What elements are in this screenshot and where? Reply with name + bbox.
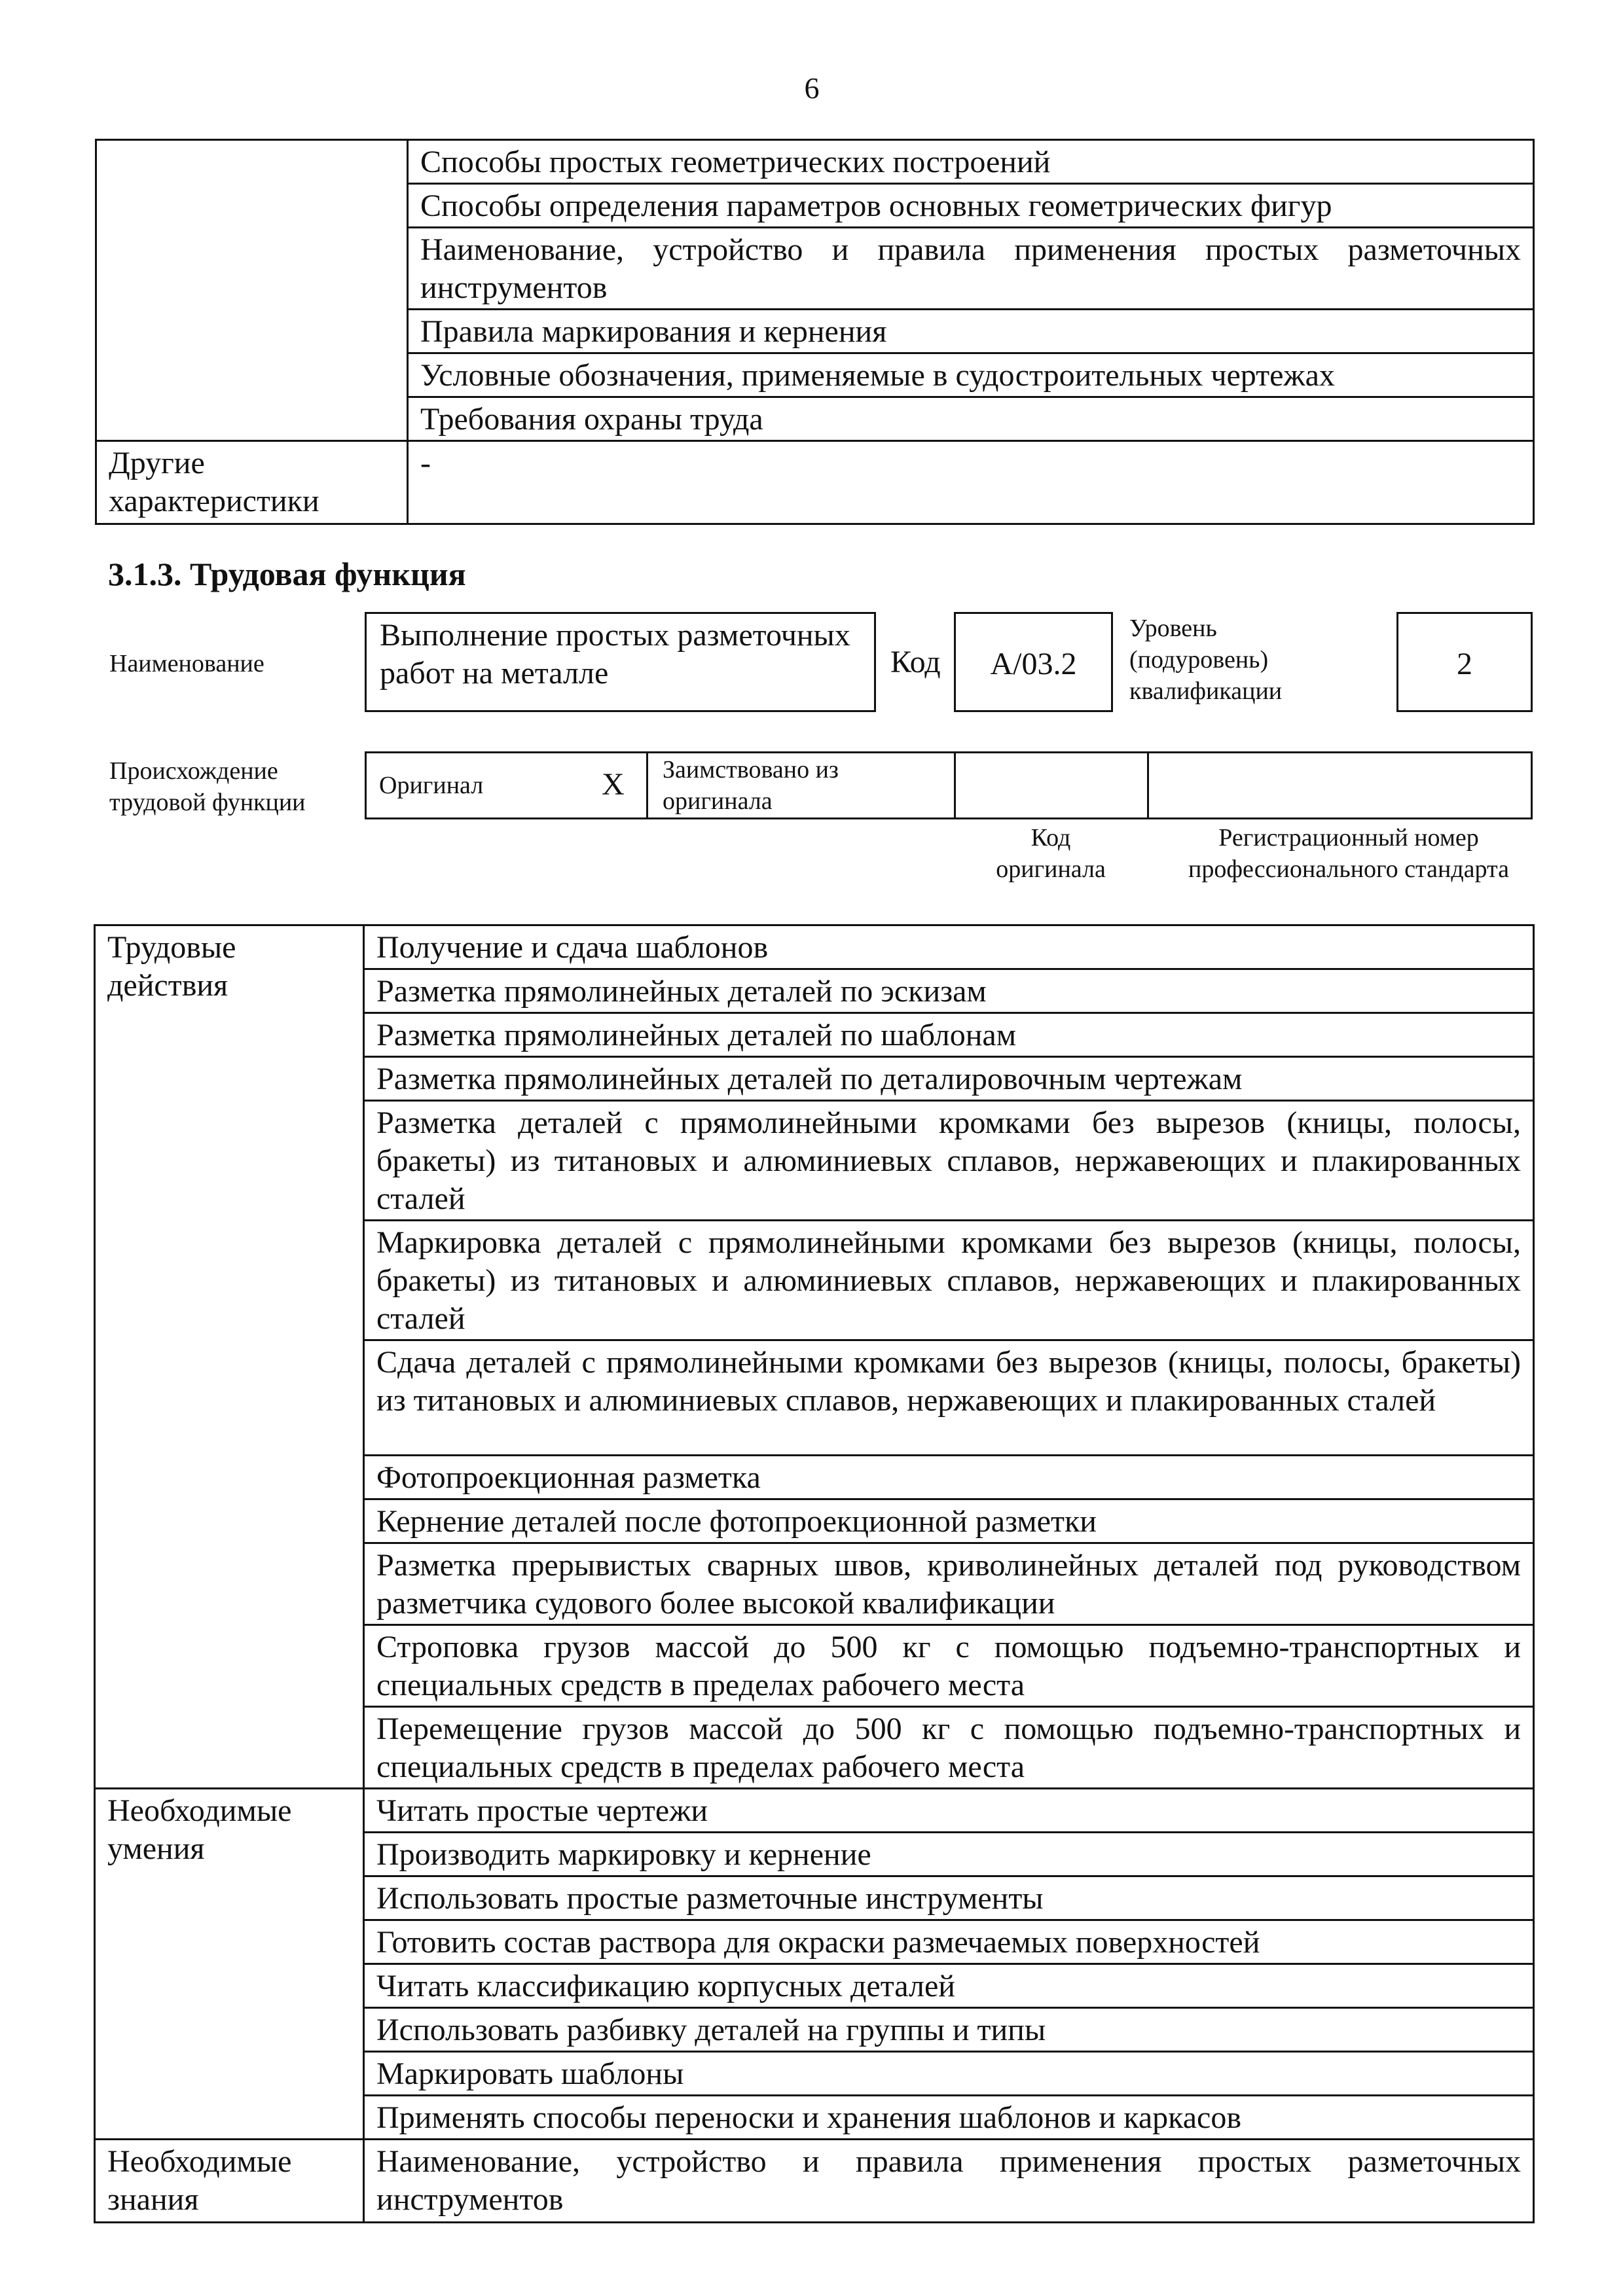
name-label: Наименование (109, 650, 264, 677)
top-table-category-cell (96, 140, 408, 441)
qualification-level-label: Уровень (подуровень) квалификации (1129, 615, 1283, 705)
labor-action-item: Разметка прямолинейных деталей по эскизам (364, 969, 1534, 1013)
top-knowledge-item: Правила маркирования и кернения (408, 310, 1534, 353)
skill-item: Использовать разбивку деталей на группы и типы (364, 2008, 1534, 2052)
level-box (1396, 612, 1533, 712)
section-title: 3.1.3. Трудовая функция (108, 556, 466, 592)
labor-action-item: Разметка деталей с прямолинейными кромками без вырезов (кницы, полосы, бракеты) из титановых и алюминиевых сплавов, нержавеющих и плакированных сталей (364, 1101, 1534, 1221)
original-mark: X (602, 767, 625, 802)
labor-action-item: Перемещение грузов массой до 500 кг с помощью подъемно-транспортных и специальных средств в пределах рабочего места (364, 1707, 1534, 1789)
skill-item: Применять способы переноски и хранения шаблонов и каркасов (364, 2096, 1534, 2140)
labor-actions-label: Трудовые действия (95, 925, 364, 1789)
other-characteristics-value: - (408, 441, 1534, 524)
labor-action-item: Строповка грузов массой до 500 кг с помощью подъемно-транспортных и специальных средств в пределах рабочего места (364, 1625, 1534, 1707)
other-characteristics-label: Другие характеристики (96, 441, 408, 524)
labor-action-item: Получение и сдача шаблонов (364, 925, 1534, 969)
registration-number-caption: Регистрационный номер профессионального стандарта (1188, 824, 1509, 883)
skill-item: Готовить состав раствора для окраски размечаемых поверхностей (364, 1920, 1534, 1964)
labor-action-item: Кернение деталей после фотопроекционной разметки (364, 1499, 1534, 1543)
page-number: 6 (804, 71, 820, 105)
function-name-value: Выполнение простых разметочных работ на металле (380, 618, 850, 691)
code-of-original-caption: Код оригинала (996, 824, 1106, 883)
skill-item: Читать простые чертежи (364, 1789, 1534, 1833)
main-table (94, 924, 1535, 2223)
skill-item: Маркировать шаблоны (364, 2052, 1534, 2096)
top-table (95, 139, 1535, 525)
skill-item: Использовать простые разметочные инструменты (364, 1876, 1534, 1920)
code-value: А/03.2 (990, 647, 1077, 681)
top-knowledge-item: Способы простых геометрических построений (408, 140, 1534, 184)
code-label: Код (890, 645, 941, 679)
labor-action-item: Разметка прямолинейных деталей по шаблонам (364, 1013, 1534, 1057)
labor-action-item: Сдача деталей с прямолинейными кромками без вырезов (кницы, полосы, бракеты) из титановых и алюминиевых сплавов, нержавеющих и плакированных сталей (364, 1340, 1534, 1456)
top-knowledge-item: Требования охраны труда (408, 397, 1534, 441)
required-knowledge-label: Необходимые знания (95, 2140, 364, 2223)
skill-item: Производить маркировку и кернение (364, 1833, 1534, 1876)
level-value: 2 (1457, 647, 1472, 681)
required-skills-label: Необходимые умения (95, 1789, 364, 2140)
function-name-box (365, 612, 876, 712)
skill-item: Читать классификацию корпусных деталей (364, 1964, 1534, 2008)
borrowed-label: Заимствовано из оригинала (663, 756, 839, 815)
labor-action-item: Фотопроекционная разметка (364, 1456, 1534, 1499)
original-label: Оригинал (379, 772, 484, 799)
code-box (954, 612, 1113, 712)
top-knowledge-item: Условные обозначения, применяемые в судостроительных чертежах (408, 353, 1534, 397)
labor-action-item: Разметка прямолинейных деталей по деталировочным чертежам (364, 1057, 1534, 1101)
labor-action-item: Маркировка деталей с прямолинейными кромками без вырезов (кницы, полосы, бракеты) из титановых и алюминиевых сплавов, нержавеющих и плакированных сталей (364, 1221, 1534, 1340)
labor-action-item: Разметка прерывистых сварных швов, криволинейных деталей под руководством разметчика судового более высокой квалификации (364, 1543, 1534, 1625)
origin-label: Происхождение трудовой функции (109, 757, 306, 816)
knowledge-item: Наименование, устройство и правила применения простых разметочных инструментов (364, 2140, 1534, 2223)
top-knowledge-item: Наименование, устройство и правила применения простых разметочных инструментов (408, 228, 1534, 310)
top-knowledge-item: Способы определения параметров основных геометрических фигур (408, 184, 1534, 228)
